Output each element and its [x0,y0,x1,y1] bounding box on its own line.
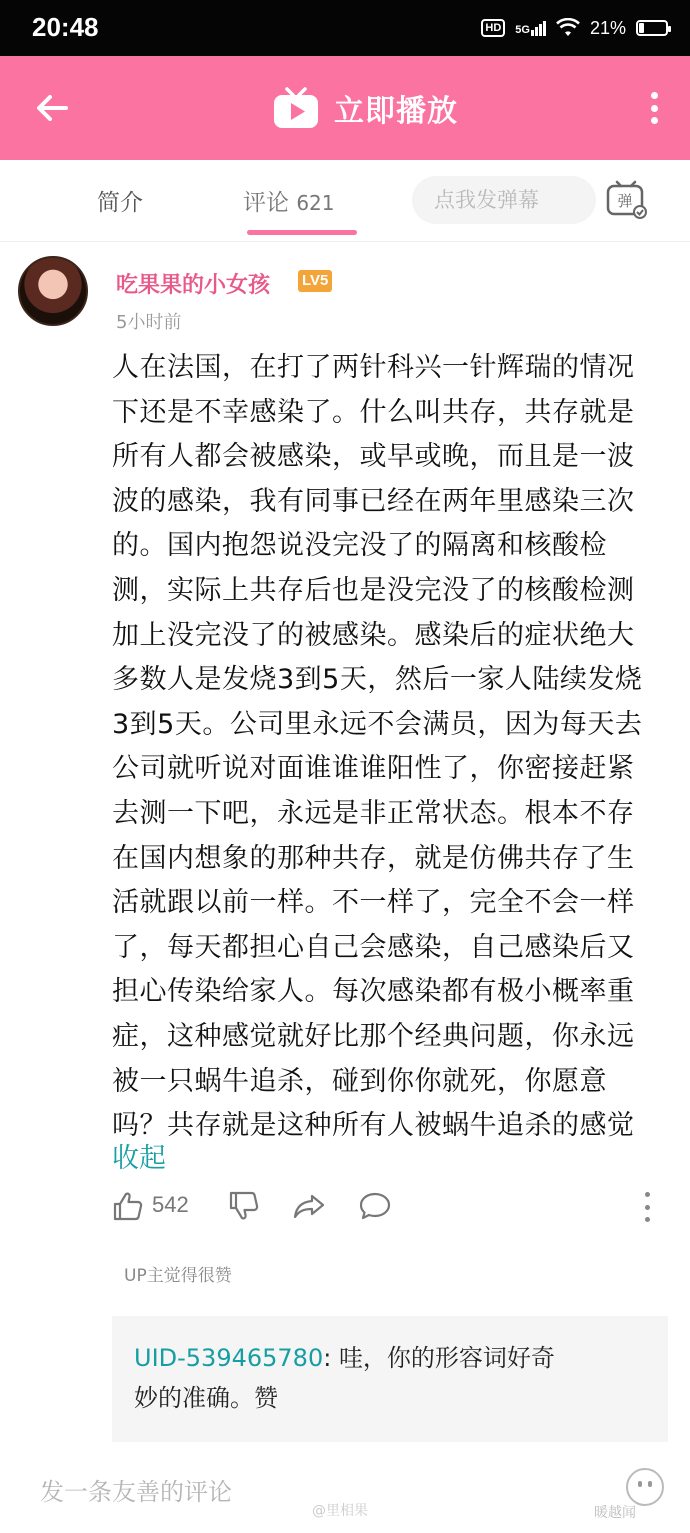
comment-line: 所有人都会被感染，或早或晚，而且是一波 [112,441,635,473]
watermark-source: 暖越闻 [594,1505,636,1521]
comment-line: 人在法国，在打了两针科兴一针辉瑞的情况 [112,352,635,383]
emoji-icon[interactable] [626,1468,664,1506]
battery-fill [639,23,644,33]
video-header [0,56,690,160]
comment-username[interactable]: 吃果果的小女孩 [116,273,271,298]
comment-input[interactable]: 发一条友善的评论 [40,1478,232,1506]
comment-line: 3到5天。公司里永远不会满员，因为每天去 [112,708,643,740]
reply-username[interactable]: UID-539465780 [134,1344,324,1372]
avatar[interactable] [18,256,88,326]
tab-comments-label: 评论 [243,190,289,216]
danmaku-icon-glyph: 弹 [617,192,633,210]
comment-line: 加上没完没了的被感染。感染后的症状绝大 [112,619,635,651]
danmaku-input[interactable]: 点我发弹幕 [412,176,596,224]
tv-play-icon [272,86,320,130]
comment-line: 担心传染给家人。每次感染都有极小概率重 [112,976,635,1008]
comment-actions [0,1186,690,1234]
danmaku-icon [604,178,648,222]
reply-content-line1: 哇，你的形容词好奇 [338,1344,555,1372]
reply-separator: : [323,1344,339,1372]
comment-line: 下还是不幸感染了。什么叫共存，共存就是 [112,396,635,428]
reply-bubble-icon[interactable] [358,1190,392,1222]
comment-line: 在国内想象的那种共存，就是仿佛共存了生 [112,842,635,874]
comment-line: 了，每天都担心自己会感染，自己感染后又 [112,931,635,963]
watermark-weibo: @里相果 [312,1503,368,1519]
comment-line: 吗？共存就是这种所有人被蜗牛追杀的感觉 [112,1110,635,1142]
status-bar [0,0,690,56]
comment-line: 波的感染，我有同事已经在两年里感染三次 [112,485,635,517]
reply-preview[interactable] [112,1316,668,1442]
comment-text [112,346,664,1149]
collapse-link[interactable]: 收起 [112,1143,166,1174]
thumbs-down-icon[interactable] [228,1190,260,1222]
reply-text [134,1338,634,1418]
more-vertical-icon[interactable] [644,86,664,130]
network-type: 5G [515,23,530,36]
like-count: 542 [152,1192,189,1217]
tab-comments-count: 621 [296,191,335,215]
comment-line: 被一只蜗牛追杀，碰到你你就死，你愿意 [112,1065,607,1097]
active-tab-indicator [247,230,357,235]
level-badge: LV5 [298,270,332,292]
danmaku-toggle-button[interactable] [604,178,648,222]
comment-line: 活就跟以前一样。不一样了，完全不会一样 [112,887,635,919]
hd-icon: HD [481,19,505,37]
back-arrow-icon[interactable] [28,84,76,132]
comment-input-bar [0,1448,690,1533]
play-now-button[interactable] [272,86,458,130]
comment-timestamp: 5小时前 [116,312,182,333]
tab-intro[interactable]: 简介 [97,190,143,216]
wifi-icon [556,18,580,38]
comment-line: 症，这种感觉就好比那个经典问题，你永远 [112,1020,635,1052]
comment-more-icon[interactable] [640,1192,654,1222]
comment-line: 公司就听说对面谁谁谁阳性了，你密接赶紧 [112,753,635,785]
comment-line: 测，实际上共存后也是没完没了的核酸检测 [112,574,635,606]
up-liked-label: UP主觉得很赞 [124,1266,232,1286]
signal-icon [515,21,546,36]
comment-line: 多数人是发烧3到5天，然后一家人陆续发烧 [112,664,643,696]
thumbs-up-icon[interactable] [112,1190,144,1222]
reply-content-line2: 妙的准确。赞 [134,1384,278,1412]
play-now-label: 立即播放 [334,94,458,129]
tab-bar [0,160,690,242]
comment-line: 的。国内抱怨说没完没了的隔离和核酸检 [112,530,607,562]
battery-percent: 21% [589,17,626,38]
status-indicators [481,14,668,42]
comment-line: 去测一下吧，永远是非正常状态。根本不存 [112,797,635,829]
share-icon[interactable] [292,1190,326,1222]
tab-comments[interactable] [243,184,335,217]
battery-icon [636,20,668,36]
status-time: 20:48 [32,12,99,42]
